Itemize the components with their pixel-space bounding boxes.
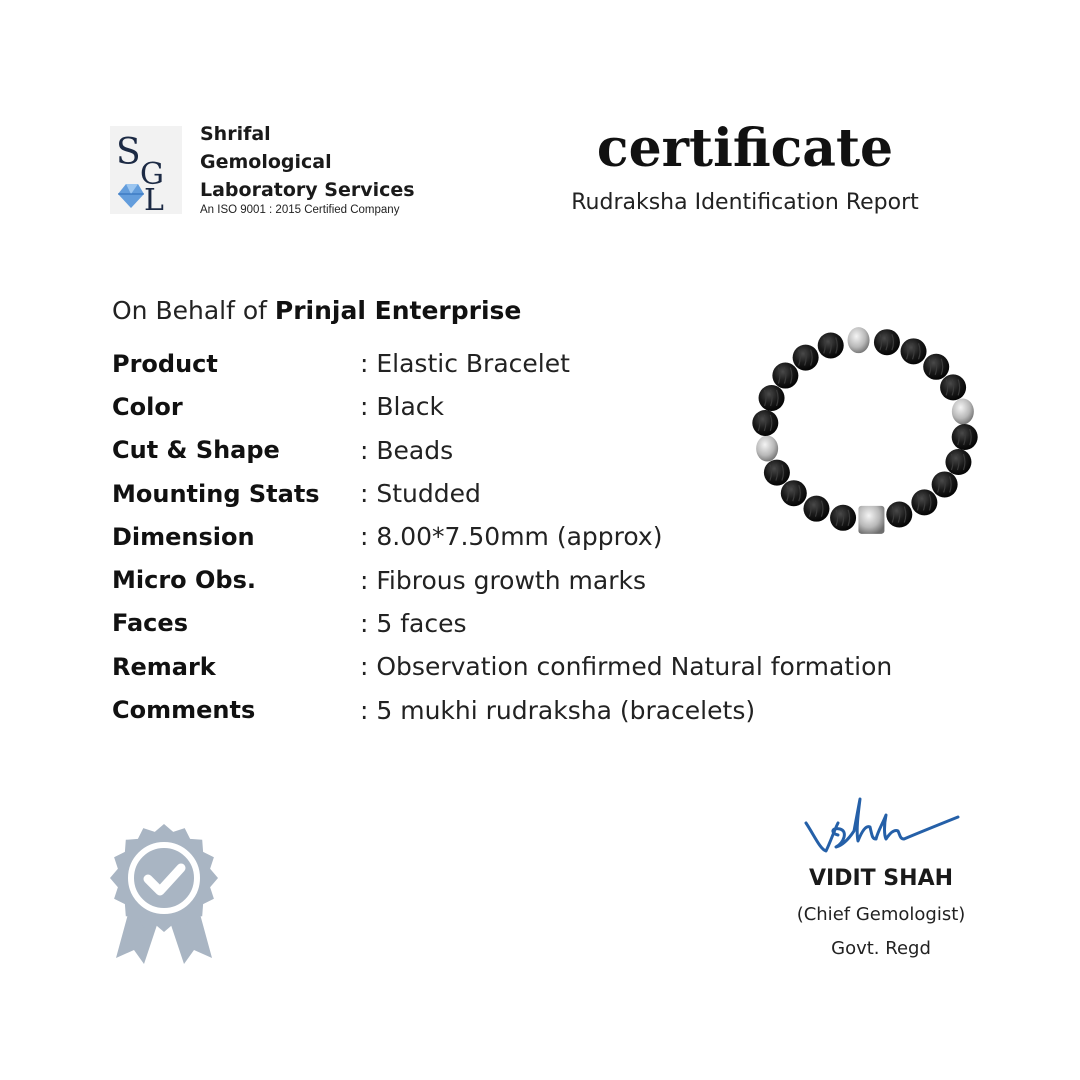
verified-badge: [108, 822, 220, 968]
detail-value: : Studded: [360, 479, 481, 509]
detail-row-faces: [112, 602, 972, 645]
company-name: [200, 120, 415, 204]
detail-row-remark: [112, 645, 972, 688]
company-name-line-3: Laboratory Services: [200, 179, 415, 201]
company-logo: [110, 126, 182, 214]
signature-image-icon: [800, 795, 965, 865]
detail-value: : 8.00*7.50mm (approx): [360, 522, 663, 552]
svg-text:L: L: [144, 183, 164, 214]
detail-label: Comments: [112, 696, 256, 725]
detail-value: : Elastic Bracelet: [360, 349, 570, 379]
detail-value: : Fibrous growth marks: [360, 565, 646, 595]
detail-row-comments: [112, 688, 972, 731]
on-behalf-line: [112, 296, 521, 325]
detail-value: : 5 mukhi rudraksha (bracelets): [360, 695, 756, 725]
sgl-logo-icon: [110, 126, 182, 214]
silver-cube-bead: [858, 506, 884, 534]
bracelet-image: [735, 310, 995, 550]
signature: [800, 795, 965, 865]
detail-value: : 5 faces: [360, 608, 467, 638]
detail-label: Cut & Shape: [112, 436, 280, 465]
client-name: Prinjal Enterprise: [274, 296, 522, 325]
detail-label: Faces: [112, 609, 188, 638]
detail-label: Mounting Stats: [112, 479, 320, 508]
signatory-name: VIDIT SHAH: [808, 866, 954, 891]
company-name-line-1: Shrifal: [200, 123, 271, 145]
detail-value: : Beads: [360, 435, 454, 465]
verified-badge-icon: [108, 822, 220, 968]
silver-bead: [756, 436, 778, 462]
certificate-subtitle: Rudraksha Identification Report: [571, 190, 919, 215]
detail-label: Micro Obs.: [112, 566, 256, 595]
signatory-role: (Chief Gemologist): [796, 904, 966, 925]
silver-bead: [952, 398, 974, 424]
svg-text:G: G: [140, 157, 164, 192]
detail-label: Color: [112, 392, 183, 421]
detail-value: : Observation confirmed Natural formation: [360, 652, 893, 682]
signatory-registration: Govt. Regd: [831, 938, 931, 959]
detail-label: Remark: [112, 652, 216, 681]
detail-label: Dimension: [112, 522, 255, 551]
on-behalf-prefix: On Behalf of: [112, 296, 275, 325]
iso-note: An ISO 9001 : 2015 Certified Company: [200, 204, 400, 216]
certificate-title: certificate: [596, 118, 894, 179]
company-name-line-2: Gemological: [200, 151, 332, 173]
detail-label: Product: [112, 349, 218, 378]
detail-row-micro-obs: [112, 558, 972, 601]
rudraksha-bracelet-icon: [735, 310, 995, 550]
silver-bead: [848, 327, 870, 353]
detail-value: : Black: [360, 392, 445, 422]
svg-text:S: S: [116, 132, 141, 173]
